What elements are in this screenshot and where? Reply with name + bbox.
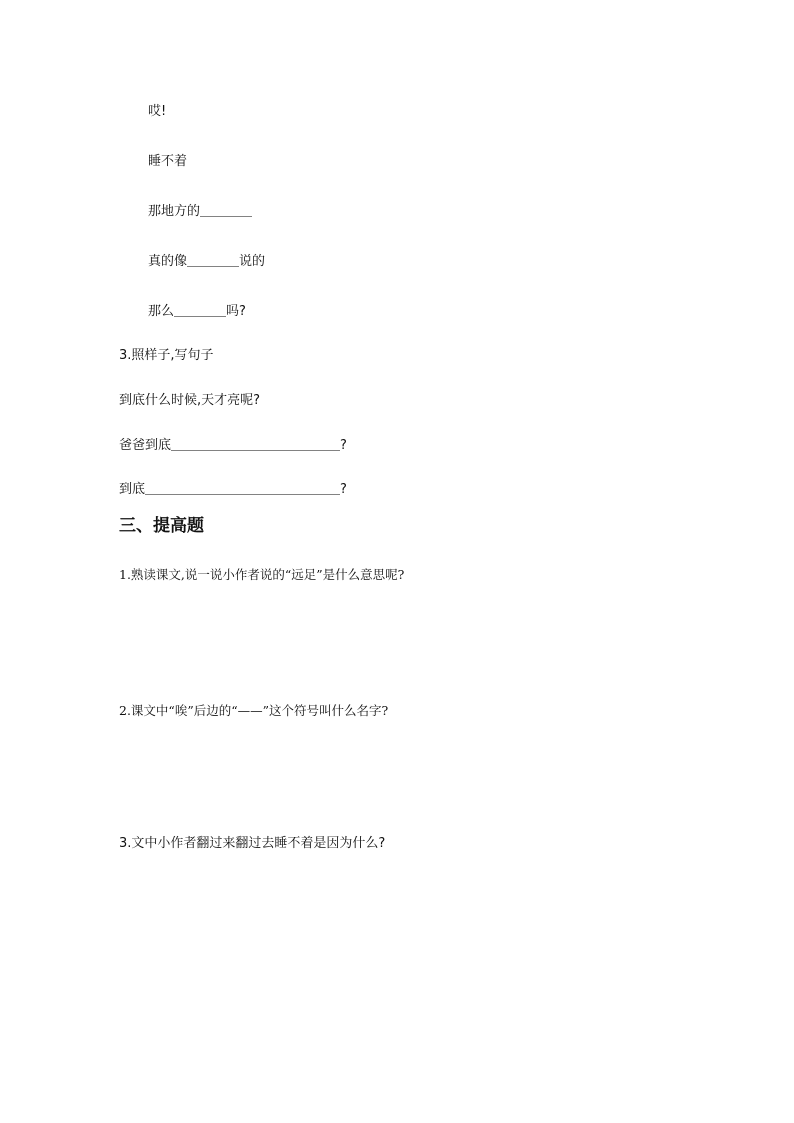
- poem-line-1: 哎!: [148, 104, 167, 119]
- item3-blank-2: 到底＿＿＿＿＿＿＿＿＿＿＿＿＿＿＿?: [119, 482, 347, 497]
- item3-example: 到底什么时候,天才亮呢?: [119, 393, 261, 408]
- poem-line-3: 那地方的＿＿＿＿: [148, 204, 253, 219]
- question-2: 2.课文中“唉”后边的“——”这个符号叫什么名字?: [119, 703, 389, 718]
- section-title: 三、提高题: [119, 516, 204, 536]
- poem-line-4: 真的像＿＿＿＿说的: [148, 254, 266, 269]
- poem-line-2: 睡不着: [148, 154, 188, 169]
- question-3: 3.文中小作者翻过来翻过去睡不着是因为什么?: [119, 836, 386, 851]
- item3-blank-1: 爸爸到底＿＿＿＿＿＿＿＿＿＿＿＿＿?: [119, 438, 347, 453]
- item3-heading: 3.照样子,写句子: [119, 348, 214, 363]
- question-1: 1.熟读课文,说一说小作者说的“远足”是什么意思呢?: [119, 567, 405, 582]
- poem-line-5: 那么＿＿＿＿吗?: [148, 304, 246, 319]
